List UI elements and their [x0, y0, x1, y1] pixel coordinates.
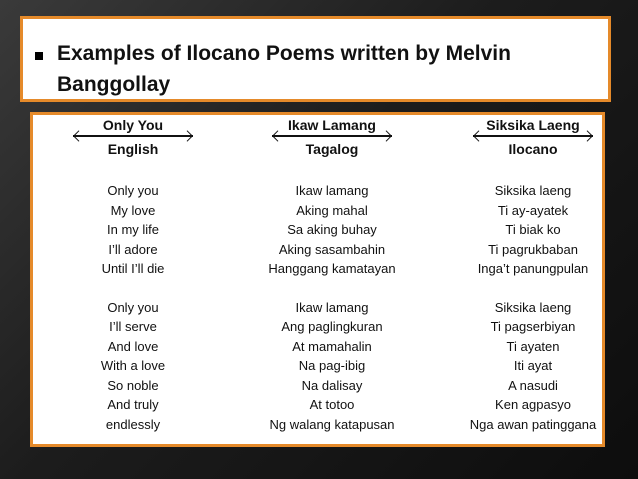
- poem-language: Ilocano: [508, 141, 558, 157]
- poem-column-tagalog: [257, 115, 407, 434]
- poem-line: Sa aking buhay: [287, 222, 377, 237]
- bullet-square-icon: [35, 52, 43, 60]
- poem-verses: [257, 181, 407, 434]
- poem-line: And truly: [107, 397, 159, 412]
- poem-verses: [463, 181, 603, 434]
- poem-line: Ken agpasyo: [495, 397, 571, 412]
- poem-line: Ti pagserbiyan: [490, 319, 576, 334]
- slide-title-continued: Banggollay: [57, 73, 171, 96]
- double-arrow-icon: [73, 135, 193, 137]
- poem-line: Ikaw lamang: [295, 299, 369, 315]
- poems-panel: [30, 112, 605, 447]
- poem-line: Ikaw lamang: [295, 183, 369, 198]
- title-box: [20, 16, 611, 102]
- poem-line: Ti pagrukbaban: [488, 241, 578, 257]
- poem-title: Siksika Laeng: [486, 117, 580, 133]
- poem-verses: [69, 181, 197, 434]
- poem-line: Inga’t panungpulan: [477, 261, 589, 276]
- poem-line: Siksika laeng: [494, 183, 572, 198]
- poem-line: I’ll adore: [108, 241, 158, 257]
- poem-line: endlessly: [105, 416, 161, 432]
- poem-line: Ti ayaten: [506, 338, 560, 354]
- stanza-break: [69, 279, 197, 298]
- poem-line: Until I’ll die: [101, 261, 165, 276]
- double-arrow-icon: [272, 135, 392, 137]
- stanza-break: [257, 279, 407, 298]
- poem-line: Aking mahal: [296, 202, 368, 218]
- poem-line: Ti biak ko: [505, 222, 561, 237]
- poem-language: Tagalog: [305, 141, 359, 157]
- double-arrow-icon: [473, 135, 593, 137]
- slide-title: Examples of Ilocano Poems written by Melvin: [57, 42, 511, 65]
- poem-line: Ti ay-ayatek: [497, 202, 569, 218]
- poem-line: Ng walang katapusan: [269, 416, 395, 432]
- poem-line: My love: [110, 202, 156, 218]
- poem-column-english: [69, 115, 197, 434]
- poem-title: Only You: [102, 117, 164, 133]
- poem-line: At totoo: [309, 397, 355, 412]
- poem-line: With a love: [100, 358, 166, 373]
- poem-line: Hanggang kamatayan: [268, 261, 396, 276]
- poem-line: Na dalisay: [301, 377, 363, 393]
- poem-line: Only you: [107, 183, 159, 198]
- poem-line: In my life: [106, 222, 159, 237]
- poem-line: And love: [107, 338, 159, 354]
- poem-line: Only you: [107, 299, 159, 315]
- poem-line: I’ll serve: [109, 319, 157, 334]
- poem-line: A nasudi: [508, 377, 558, 393]
- poem-line: Iti ayat: [513, 358, 553, 373]
- poem-line: Nga awan patinggana: [469, 416, 597, 432]
- poem-column-ilocano: [463, 115, 603, 434]
- poem-title: Ikaw Lamang: [288, 117, 376, 133]
- poem-language: English: [107, 141, 159, 157]
- poem-line: At mamahalin: [292, 338, 372, 354]
- poem-line: Ang paglingkuran: [281, 319, 383, 334]
- poem-line: Na pag-ibig: [298, 358, 366, 373]
- poem-line: So noble: [107, 377, 159, 393]
- poem-line: Siksika laeng: [494, 299, 572, 315]
- poem-line: Aking sasambahin: [278, 241, 386, 257]
- stanza-break: [463, 279, 603, 298]
